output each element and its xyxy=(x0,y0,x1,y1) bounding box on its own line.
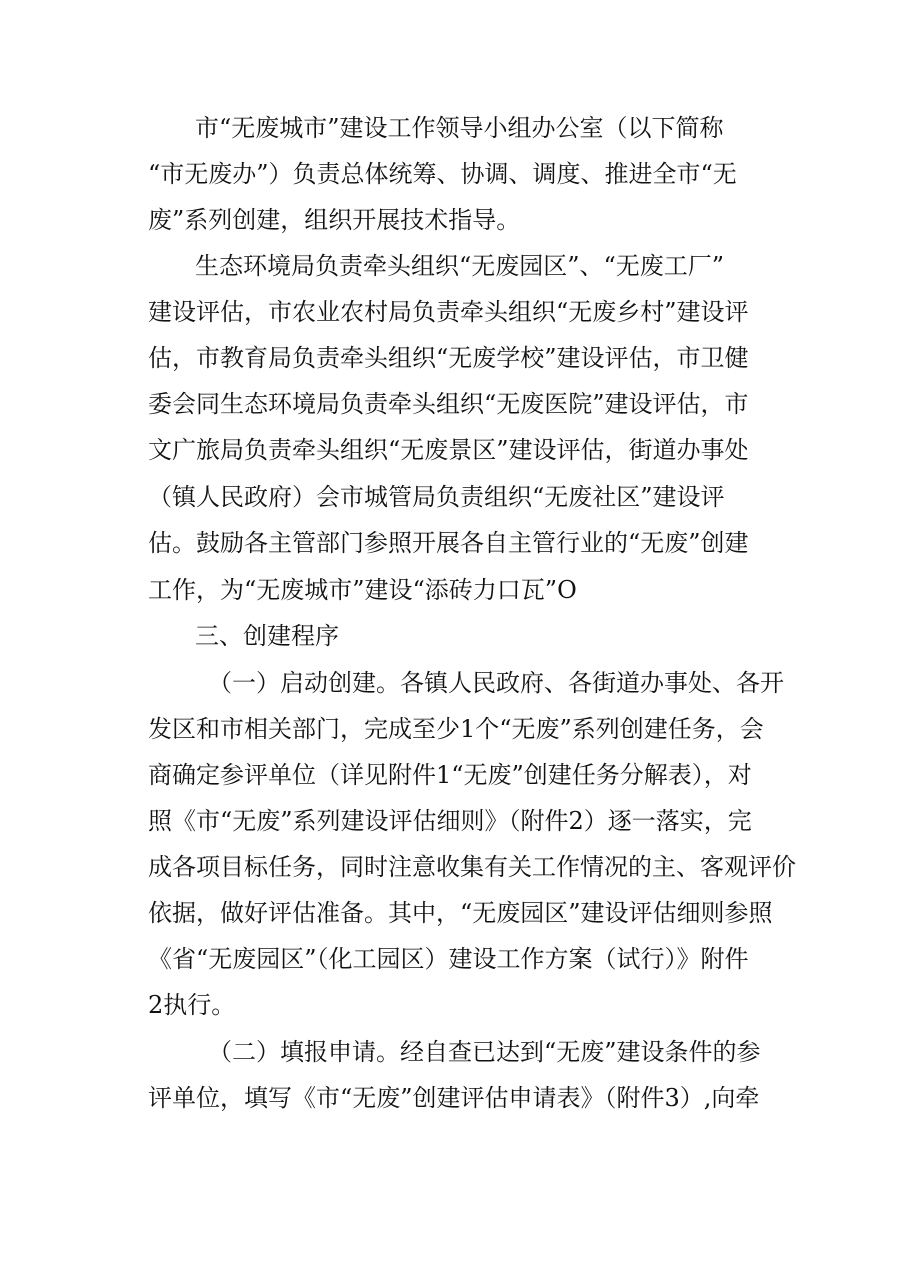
para1-line-3: 废”系列创建，组织开展技术指导。 xyxy=(148,206,521,234)
para4-line-2: 评单位，填写《市“无废”创建评估申请表》（附件3）,向牵 xyxy=(148,1084,760,1112)
para3-line-8: 2执行。 xyxy=(148,991,236,1019)
para1-line-2: “市无废办”）负责总体统筹、协调、调度、推进全市“无 xyxy=(148,160,737,188)
para3-line-3: 商确定参评单位（详见附件1“无废”创建任务分解表），对 xyxy=(148,761,752,789)
para3-line-7: 《省“无废园区”（化工园区）建设工作方案（试行）》附件 xyxy=(148,945,749,973)
para2-line-7: 估。鼓励各主管部门参照开展各自主管行业的“无废”创建 xyxy=(148,529,749,557)
para4-line-1: （二）填报申请。经自查已达到“无废”建设条件的参 xyxy=(208,1038,761,1066)
para3-line-1: （一）启动创建。各镇人民政府、各街道办事处、各开 xyxy=(208,669,784,697)
para3-line-4: 照《市“无废”系列建设评估细则》（附件2）逐一落实，完 xyxy=(148,807,752,835)
para2-line-2: 建设评估，市农业农村局负责牵头组织“无废乡村”建设评 xyxy=(148,298,749,326)
para2-line-6: （镇人民政府）会市城管局负责组织“无废社区”建设评 xyxy=(148,483,725,511)
para2-line-8: 工作，为“无废城市”建设“添砖力口瓦”O xyxy=(148,576,577,604)
para2-line-1: 生态环境局负责牵头组织“无废园区”、“无废工厂” xyxy=(195,252,725,280)
para2-line-5: 文广旅局负责牵头组织“无废景区”建设评估，街道办事处 xyxy=(148,436,749,464)
para3-line-2: 发区和市相关部门，完成至少1个“无废”系列创建任务，会 xyxy=(148,715,764,743)
para3-line-6: 依据，做好评估准备。其中，“无废园区”建设评估细则参照 xyxy=(148,899,773,927)
para3-line-5: 成各项目标任务，同时注意收集有关工作情况的主、客观评价 xyxy=(148,853,796,881)
para2-line-3: 估，市教育局负责牵头组织“无废学校”建设评估，市卫健 xyxy=(148,344,749,372)
para1-line-1: 市“无废城市”建设工作领导小组办公室（以下简称 xyxy=(195,114,724,142)
section-heading-3: 三、创建程序 xyxy=(195,622,339,650)
para2-line-4: 委会同生态环境局负责牵头组织“无废医院”建设评估，市 xyxy=(148,390,749,418)
